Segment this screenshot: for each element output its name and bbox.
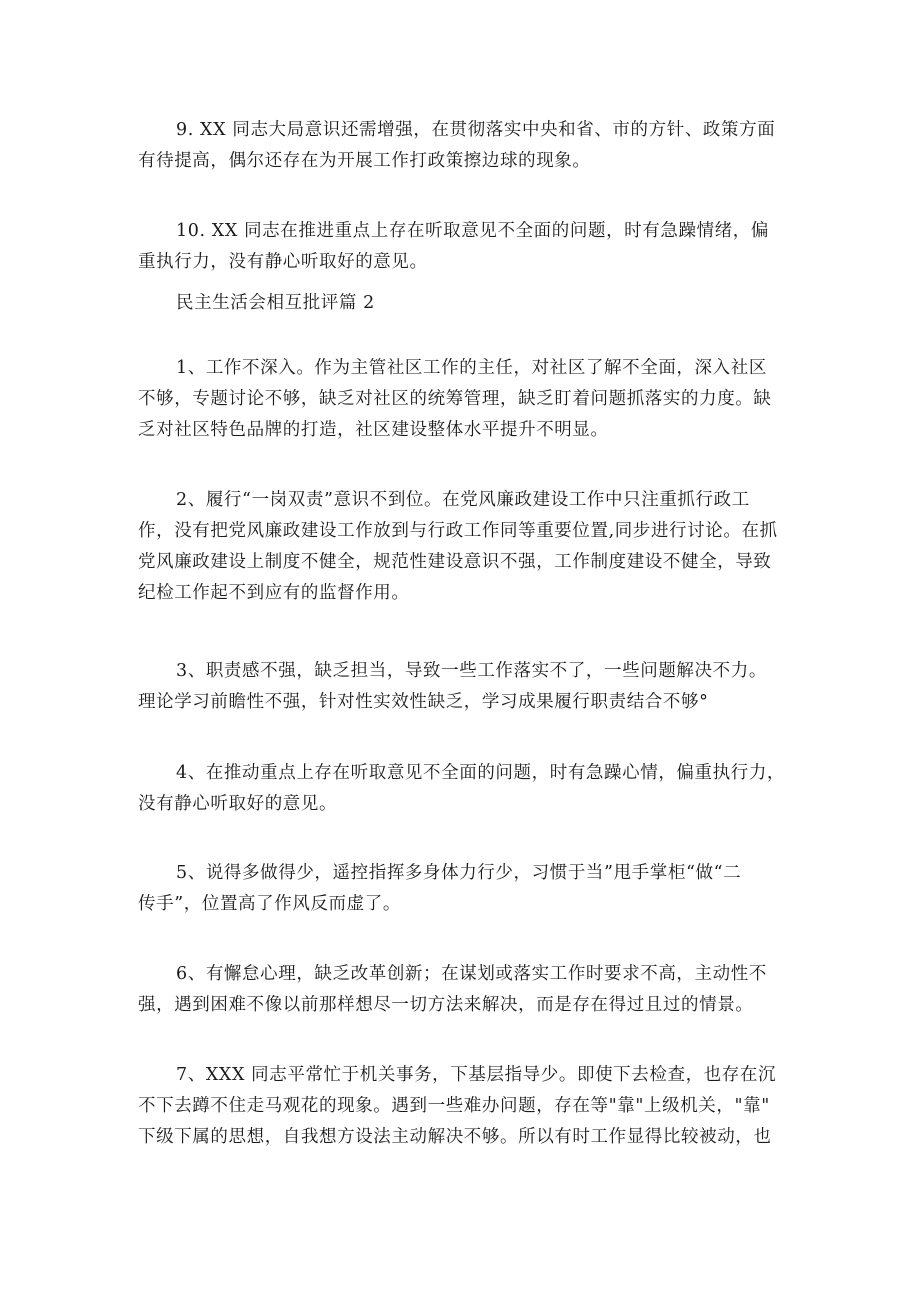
- paragraph-item-7: [138, 1060, 798, 1153]
- text-line: 3、职责感不强，缺乏担当，导致一些工作落实不了，一些问题解决不力。: [176, 661, 767, 681]
- text-line: 不下去蹲不住走马观花的现象。遇到一些难办问题，存在等"靠"上级机关，"靠": [138, 1096, 770, 1116]
- heading-text: 民主生活会相互批评篇 2: [176, 293, 375, 313]
- text-line: 9. XX 同志大局意识还需增强，在贯彻落实中央和省、市的方针、政策方面: [176, 120, 776, 140]
- paragraph-item-2: [138, 485, 798, 609]
- text-line: 7、XXX 同志平常忙于机关事务，下基层指导少。即使下去检查，也存在沉: [176, 1065, 777, 1085]
- paragraph-9: [138, 115, 798, 177]
- text-line: 有待提高，偶尔还存在为开展工作打政策擦边球的现象。: [138, 151, 591, 171]
- text-line: 作，没有把党风廉政建设工作放到与行政工作同等重要位置,同步进行讨论。在抓: [138, 521, 778, 541]
- text-line: 10. XX 同志在推进重点上存在听取意见不全面的问题，时有急躁情绪，偏: [176, 221, 769, 241]
- paragraph-10: [138, 216, 798, 278]
- text-line: 党风廉政建设上制度不健全，规范性建设意识不强，工作制度建设不健全，导致: [138, 552, 772, 572]
- text-line: 理论学习前瞻性不强，针对性实效性缺乏，学习成果履行职责结合不够°: [138, 692, 709, 712]
- paragraph-item-5: [138, 858, 798, 920]
- text-line: 1、工作不深入。作为主管社区工作的主任，对社区了解不全面，深入社区: [176, 358, 767, 378]
- text-line: 6、有懈怠心理，缺乏改革创新；在谋划或落实工作时要求不高，主动性不: [176, 964, 767, 984]
- text-line: 5、说得多做得少，遥控指挥多身体力行少，习惯于当”甩手掌柜“做“二: [176, 863, 742, 883]
- section-heading: [138, 288, 798, 319]
- paragraph-item-1: [138, 353, 798, 446]
- text-line: 不够，专题讨论不够，缺乏对社区的统筹管理，缺乏盯着问题抓落实的力度。缺: [138, 389, 772, 409]
- text-line: 传手”，位置高了作风反而虚了。: [138, 894, 401, 914]
- text-line: 重执行力，没有静心听取好的意见。: [138, 252, 428, 272]
- text-line: 乏对社区特色品牌的打造，社区建设整体水平提升不明显。: [138, 420, 609, 440]
- text-line: 下级下属的思想，自我想方设法主动解决不够。所以有时工作显得比较被动，也: [138, 1127, 772, 1147]
- text-line: 纪检工作起不到应有的监督作用。: [138, 583, 410, 603]
- text-line: 2、履行“一岗双责”意识不到位。在党风廉政建设工作中只注重抓行政工: [176, 490, 750, 510]
- paragraph-item-6: [138, 959, 798, 1021]
- text-line: 没有静心听取好的意见。: [138, 794, 338, 814]
- paragraph-item-3: [138, 656, 798, 718]
- text-line: 4、在推动重点上存在听取意见不全面的问题，时有急躁心情，偏重执行力，: [176, 763, 786, 783]
- paragraph-item-4: [138, 758, 798, 820]
- text-line: 强，遇到困难不像以前那样想尽一切方法来解决，而是存在得过且过的情景。: [138, 995, 754, 1015]
